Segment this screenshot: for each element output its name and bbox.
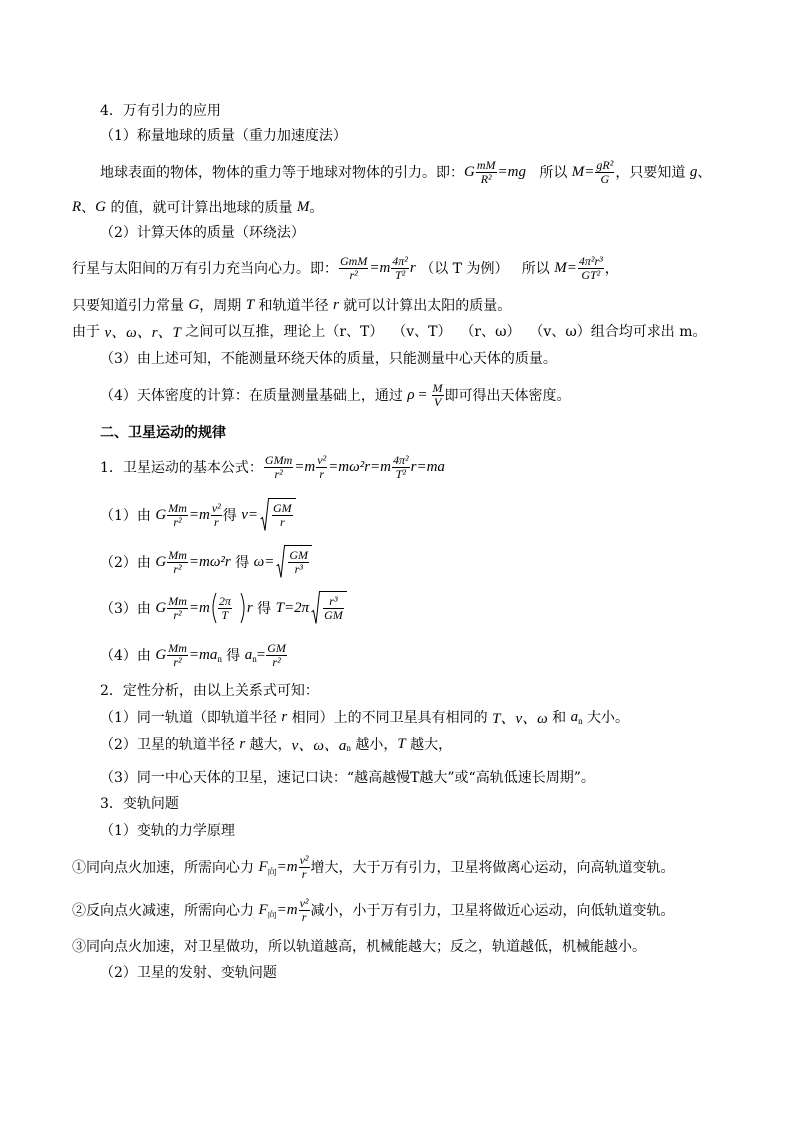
- numerator: GMm: [264, 452, 293, 467]
- denominator: GT²: [581, 267, 601, 282]
- text: 和: [547, 710, 571, 726]
- text: 得: [222, 508, 242, 524]
- paragraph-central-body-only: [100, 338, 557, 378]
- text: 行星与太阳间的万有引力充当向心力。即：: [72, 261, 338, 277]
- paragraph-earth-mass-line1: [100, 152, 711, 192]
- numerator: 4π²r³: [578, 253, 603, 268]
- denominator: r²: [173, 514, 182, 529]
- subheading-text: （2）计算天体的质量（环绕法）: [100, 225, 305, 241]
- text: 相同）上的不同卫星具有相同的: [287, 710, 493, 726]
- variable: G: [95, 198, 107, 215]
- subheading-earth-mass: [100, 115, 347, 155]
- text: 越小，: [350, 737, 398, 753]
- numerator: mM: [476, 157, 496, 172]
- variable: F: [258, 901, 268, 918]
- fraction: [264, 454, 293, 481]
- subscript: n: [578, 716, 583, 726]
- equation-part: =mg: [497, 163, 526, 180]
- numerator: GM: [273, 501, 292, 515]
- text: （以 T 为例） 所以: [415, 261, 555, 277]
- numerator: Mm: [168, 547, 187, 562]
- numerator: v²: [299, 895, 309, 910]
- numerator: GM: [267, 640, 286, 655]
- equation-part: =mω²r: [188, 553, 231, 570]
- text: （1）变轨的力学原理: [100, 823, 235, 839]
- item-forward-ignition: [72, 847, 675, 887]
- denominator: G: [600, 171, 610, 186]
- subscript: n: [217, 654, 222, 664]
- equation-part: r=ma: [410, 458, 445, 475]
- text: 1．卫星运动的基本公式：: [100, 460, 263, 476]
- fraction: [432, 382, 444, 409]
- text: 得: [230, 555, 254, 571]
- numerator: v²: [317, 452, 327, 467]
- text: 地球表面的物体，物体的重力等于地球对物体的引力。即：: [100, 165, 464, 181]
- fraction: [391, 255, 409, 282]
- subheading-text: （1）称量地球的质量（重力加速度法）: [100, 128, 347, 144]
- equation-part: =m: [188, 599, 210, 616]
- equation-part: T=2π: [275, 599, 310, 616]
- formula-velocity: [100, 495, 296, 535]
- equation-part: =mω²r=m: [328, 458, 391, 475]
- variable: G: [155, 506, 167, 523]
- paragraph-orbit-method-line1: [72, 248, 619, 288]
- fraction: [476, 159, 497, 186]
- variable: G: [464, 163, 475, 180]
- text: 、: [697, 165, 712, 181]
- denominator: r: [319, 466, 325, 481]
- formula-basic: [100, 447, 445, 487]
- fraction: [167, 549, 188, 576]
- text: （1）由: [100, 508, 156, 524]
- fraction: [316, 454, 327, 481]
- heading-text: 4．万有引力的应用: [100, 103, 221, 119]
- text: 所以: [525, 165, 572, 181]
- text: 越大，: [405, 737, 453, 753]
- fraction: [323, 595, 344, 622]
- variable: g: [689, 163, 698, 180]
- fraction: [578, 255, 604, 282]
- equation-part: =m: [276, 858, 298, 875]
- numerator: M: [432, 380, 443, 395]
- denominator: r: [213, 514, 219, 529]
- equation-part: v=: [241, 506, 259, 523]
- radicand: [285, 545, 312, 579]
- text: 大小。: [582, 710, 630, 726]
- variable: G: [155, 599, 167, 616]
- fraction: [167, 502, 188, 529]
- section-heading-text: 二、卫星运动的规律: [100, 425, 226, 441]
- text: ③同向点火加速，对卫星做功，所以轨道越高，机械能越大；反之，轨道越低，机械能越小。: [72, 939, 646, 955]
- text: ②反向点火减速，所需向心力: [72, 903, 259, 919]
- variable: r: [281, 708, 288, 725]
- numerator: v²: [211, 500, 221, 515]
- numerator: r³: [323, 595, 344, 609]
- numerator: Mm: [168, 640, 187, 655]
- text: （3）由上述可知，不能测量环绕天体的质量，只能测量中心天体的质量。: [100, 351, 557, 367]
- text: 增大，大于万有引力，卫星将做离心运动，向高轨道变轨。: [310, 860, 675, 876]
- numerator: 2π: [218, 593, 231, 608]
- text: （4）天体密度的计算：在质量测量基础上，通过: [100, 388, 408, 404]
- right-parenthesis: [240, 592, 247, 624]
- denominator: r: [301, 909, 307, 924]
- radical-sign: [276, 545, 285, 579]
- text: ，只要知道: [615, 165, 690, 181]
- subheading-launch-orbit-change: [100, 952, 277, 992]
- fraction: [266, 642, 287, 669]
- denominator: V: [433, 394, 442, 409]
- equation-part: ω=: [253, 553, 275, 570]
- variable: G: [155, 646, 167, 663]
- item-reverse-ignition: [72, 890, 675, 930]
- fraction: [167, 595, 188, 622]
- variable: ρ: [407, 386, 415, 403]
- denominator: r²: [173, 607, 182, 622]
- variable: r: [409, 259, 416, 276]
- fraction: [167, 642, 188, 669]
- fraction: [211, 502, 222, 529]
- text: 由于: [72, 324, 105, 340]
- square-root: [260, 498, 296, 532]
- text: （2）卫星的轨道半径: [100, 737, 240, 753]
- variable: a: [570, 708, 579, 725]
- variable: r: [239, 735, 246, 752]
- equation-part: =m: [188, 506, 210, 523]
- variables: v、ω、a: [291, 737, 347, 754]
- text: 3．变轨问题: [100, 796, 179, 812]
- variable: T: [245, 296, 255, 313]
- denominator: T²: [395, 466, 406, 481]
- text: 和轨道半径: [254, 298, 333, 314]
- text: 之间可以互推，理论上（r、T） （v、T） （r、ω） （v、ω）组合均可求出 m。: [180, 324, 707, 340]
- subscript: n: [346, 743, 351, 753]
- denominator: r²: [173, 561, 182, 576]
- formula-period: [100, 588, 347, 628]
- text: ①同向点火加速，所需向心力: [72, 860, 259, 876]
- denominator: r: [280, 515, 285, 529]
- denominator: r: [301, 866, 307, 881]
- variables: T、v、ω: [492, 710, 548, 727]
- paragraph-density: [100, 375, 571, 415]
- numerator: 4π²: [393, 452, 409, 467]
- text: （4）由: [100, 648, 156, 664]
- subscript: n: [252, 654, 257, 664]
- variable: R: [72, 198, 82, 215]
- section-heading-satellite-motion: [100, 412, 226, 452]
- fraction: [595, 159, 614, 186]
- equation-part: M=: [571, 163, 595, 180]
- numerator: Mm: [168, 593, 187, 608]
- text: 只要知道引力常量: [72, 298, 189, 314]
- text: 的值，就可计算出地球的质量: [106, 200, 297, 216]
- text: （3）由: [100, 601, 156, 617]
- text: （2）由: [100, 555, 156, 571]
- radical-sign: [311, 591, 320, 625]
- text: ，: [604, 261, 619, 277]
- fraction: [392, 454, 410, 481]
- text: 即可得出天体密度。: [444, 388, 571, 404]
- denominator: GM: [324, 608, 343, 622]
- text: 2．定性分析，由以上关系式可知：: [100, 683, 319, 699]
- text: 减小，小于万有引力，卫星将做近心运动，向低轨道变轨。: [310, 903, 675, 919]
- left-parenthesis: [210, 592, 217, 624]
- radicand: [269, 498, 296, 532]
- fraction: [299, 897, 310, 924]
- fraction: [218, 595, 232, 622]
- variable: F: [258, 858, 268, 875]
- subheading-celestial-mass: [100, 212, 305, 252]
- denominator: r²: [349, 267, 358, 282]
- equation-part: =m: [369, 259, 391, 276]
- equals: =: [414, 386, 431, 403]
- text: （1）同一轨道（即轨道半径: [100, 710, 282, 726]
- text: 、: [81, 200, 96, 216]
- variable: r: [246, 599, 253, 616]
- text: 得: [252, 601, 276, 617]
- fraction: [299, 854, 310, 881]
- text: 。: [309, 200, 324, 216]
- denominator: r²: [274, 466, 283, 481]
- text: （3）同一中心天体的卫星，速记口诀：“越高越慢T越大”或“高轨低速长周期”。: [100, 770, 595, 786]
- denominator: T: [221, 607, 229, 622]
- fraction: [288, 549, 309, 576]
- variable: a: [244, 646, 253, 663]
- equation-part: =ma: [188, 646, 218, 663]
- radicand: [320, 591, 347, 625]
- equation-part: =m: [276, 901, 298, 918]
- numerator: GM: [289, 548, 309, 562]
- variable: T: [397, 735, 406, 752]
- denominator: r²: [272, 654, 281, 669]
- denominator: r²: [173, 654, 182, 669]
- variables: v、ω、r、T: [104, 324, 181, 341]
- square-root: [311, 591, 347, 625]
- text: （2）卫星的发射、变轨问题: [100, 965, 277, 981]
- text: 就可以计算出太阳的质量。: [338, 298, 512, 314]
- numerator: GmM: [340, 253, 368, 268]
- formula-angular-velocity: [100, 542, 312, 582]
- numerator: 4π²: [392, 253, 408, 268]
- denominator: r³: [294, 562, 303, 576]
- subscript: 向: [267, 867, 277, 878]
- variable: G: [188, 296, 200, 313]
- numerator: Mm: [168, 500, 187, 515]
- fraction: [272, 502, 293, 529]
- equals: =: [256, 646, 266, 663]
- subheading-mechanics-principle: [100, 810, 235, 850]
- equation-part: =m: [294, 458, 316, 475]
- radical-sign: [260, 498, 269, 532]
- numerator: v²: [299, 852, 309, 867]
- numerator: gR²: [596, 157, 614, 172]
- equation-part: M=: [554, 259, 577, 276]
- formula-acceleration: [100, 635, 288, 675]
- text: 得: [221, 648, 245, 664]
- denominator: R²: [480, 171, 492, 186]
- fraction: [339, 255, 368, 282]
- square-root: [276, 545, 312, 579]
- subscript: 向: [267, 910, 277, 921]
- variable: M: [296, 198, 310, 215]
- variable: r: [333, 296, 339, 313]
- variable: G: [155, 553, 167, 570]
- text: 越大，: [245, 737, 292, 753]
- denominator: T²: [394, 267, 406, 282]
- text: ，周期: [199, 298, 246, 314]
